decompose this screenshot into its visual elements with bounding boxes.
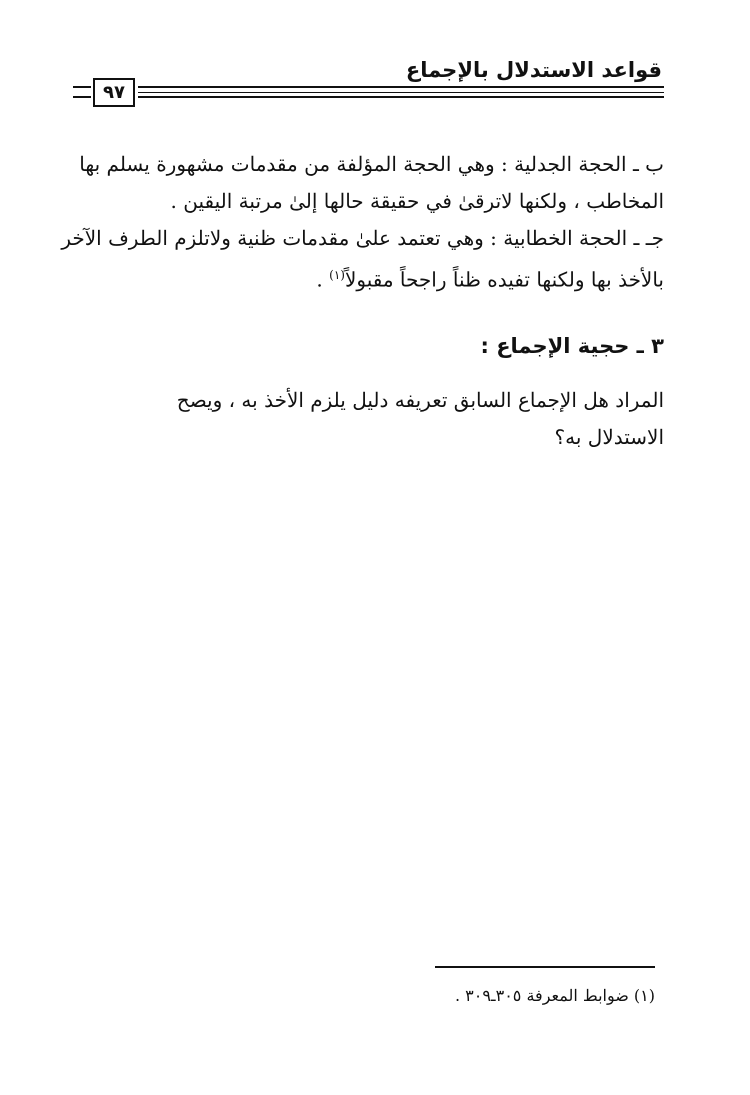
text-line: جـ ـ الحجة الخطابية : وهي تعتمد علىٰ مقدمات ظنية ولاتلزم الطرف الآخر xyxy=(61,226,664,250)
footnote-separator xyxy=(435,966,655,968)
text-fragment: بالأخذ بها ولكنها تفيده ظناً راجحاً مقبولاً xyxy=(344,267,664,292)
text-line: ب ـ الحجة الجدلية : وهي الحجة المؤلفة من مقدمات مشهورة يسلم بها xyxy=(79,152,664,176)
text-line xyxy=(70,257,664,294)
header-rule-bottom xyxy=(138,96,664,98)
text-line: المخاطب ، ولكنها لاترقىٰ في حقيقة حالها إلىٰ مرتبة اليقين . xyxy=(170,189,664,213)
section-heading: ٣ ـ حجية الإجماع : xyxy=(480,334,664,358)
section-paragraph xyxy=(70,382,664,456)
header-rule-top xyxy=(138,86,664,88)
text-line: الاستدلال به؟ xyxy=(554,425,664,449)
page-number: ٩٧ xyxy=(93,78,135,107)
footnote-marker: (١) xyxy=(329,268,345,282)
header-rule-left-top xyxy=(73,86,91,88)
running-header-title: قواعد الاستدلال بالإجماع xyxy=(405,58,662,82)
header-rule-left-bottom xyxy=(73,96,91,98)
text-fragment: . xyxy=(316,267,330,292)
header-rule-middle xyxy=(138,92,664,93)
text-line: المراد هل الإجماع السابق تعريفه دليل يلزم الأخذ به ، ويصح xyxy=(176,388,664,412)
definitions-block xyxy=(61,146,664,294)
footnote: (١) ضوابط المعرفة ٣٠٥ـ٣٠٩ . xyxy=(454,986,655,1005)
